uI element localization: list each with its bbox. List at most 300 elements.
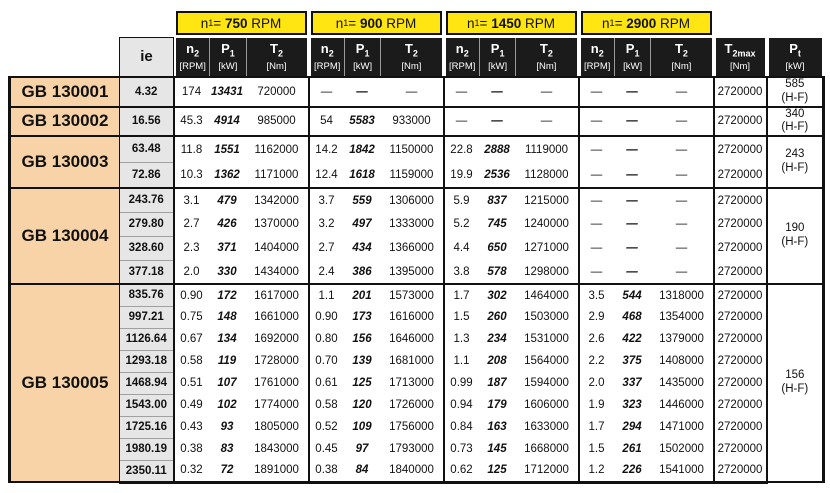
n2-cell: 0.49 (174, 394, 209, 416)
n2-cell: 4.4 (444, 236, 479, 260)
p1-cell: 302 (479, 284, 516, 306)
p1-cell: 172 (209, 284, 246, 306)
t2-cell: 1298000 (516, 260, 579, 284)
t2-cell: 1395000 (381, 260, 444, 284)
t2-cell: 1271000 (516, 236, 579, 260)
t2-cell: 1366000 (381, 236, 444, 260)
p1-cell: 163 (479, 416, 516, 438)
p1-cell: — (614, 212, 651, 236)
t2-cell: 1159000 (381, 162, 444, 188)
p1-cell: 102 (209, 394, 246, 416)
p1-cell: 134 (209, 328, 246, 350)
p1-cell: 125 (479, 460, 516, 482)
p1-cell: 109 (344, 416, 381, 438)
t2-cell: 1594000 (516, 372, 579, 394)
model-cell: GB 130001 (10, 77, 120, 107)
n2-cell: 2.7 (174, 212, 209, 236)
n2-cell: 0.84 (444, 416, 479, 438)
t2-cell: 1840000 (381, 460, 444, 482)
column-header-band-750 (176, 38, 307, 76)
ratio-cell: 279.80 (120, 212, 174, 236)
t2-cell: 1564000 (516, 350, 579, 372)
p1-cell: 83 (209, 438, 246, 460)
table-row (10, 416, 824, 438)
ratio-cell: 16.56 (120, 107, 174, 137)
t2max-cell: 2720000 (714, 284, 767, 306)
t2-cell: 1503000 (516, 306, 579, 328)
p1-cell: — (614, 162, 651, 188)
t2max-cell: 2720000 (714, 260, 767, 284)
p1-cell: 468 (614, 306, 651, 328)
ratio-cell: 1980.19 (120, 438, 174, 460)
t2-cell: 1404000 (246, 236, 309, 260)
t2-cell: 720000 (246, 77, 309, 107)
ie-header: ie (120, 37, 174, 77)
n2-cell: — (579, 236, 614, 260)
p1-cell: — (614, 136, 651, 162)
t2-cell: 1370000 (246, 212, 309, 236)
p1-cell: — (479, 107, 516, 137)
p1-cell: 497 (344, 212, 381, 236)
p1-cell: 544 (614, 284, 651, 306)
n2-cell: 1.9 (579, 394, 614, 416)
table-row (10, 438, 824, 460)
column-header-band-t2max (716, 38, 765, 76)
col-header-t2max: $T_{2max}$ [Nm] (724, 41, 756, 72)
p1-cell: 837 (479, 188, 516, 212)
model-column-blank (10, 37, 120, 77)
n2-cell: 0.67 (174, 328, 209, 350)
n2-cell: 0.58 (174, 350, 209, 372)
column-header-band-pt (769, 38, 822, 76)
n2-cell: 2.6 (579, 328, 614, 350)
n2-cell: — (579, 136, 614, 162)
n2-cell: — (579, 212, 614, 236)
col-header-n2: $n_2$ [RPM] (314, 41, 341, 72)
p1-cell: — (614, 188, 651, 212)
t2-cell: 1843000 (246, 438, 309, 460)
n2-cell: 1.7 (579, 416, 614, 438)
ratio-cell: 328.60 (120, 236, 174, 260)
n2-cell: 0.90 (174, 284, 209, 306)
ratio-cell: 243.76 (120, 188, 174, 212)
pt-cell (767, 77, 824, 107)
n2-cell: 2.4 (309, 260, 344, 284)
pt-value: 340 (785, 107, 805, 120)
t2-cell: 1761000 (246, 372, 309, 394)
n2-cell: 2.0 (174, 260, 209, 284)
n2-cell: 0.38 (174, 438, 209, 460)
t2-cell: 1171000 (246, 162, 309, 188)
pt-cell (767, 136, 824, 188)
p1-cell: 5583 (344, 107, 381, 137)
t2-cell: 985000 (246, 107, 309, 137)
table-row (10, 460, 824, 482)
n2-cell: — (579, 107, 614, 137)
n2-cell: 1.7 (444, 284, 479, 306)
t2-cell: 1713000 (381, 372, 444, 394)
gearbox-spec-table (8, 10, 825, 484)
n2-cell: 0.99 (444, 372, 479, 394)
t2-cell: — (651, 236, 714, 260)
pt-value: 243 (785, 148, 805, 161)
p1-cell: 119 (209, 350, 246, 372)
p1-cell: 1842 (344, 136, 381, 162)
n2-cell: 19.9 (444, 162, 479, 188)
p1-cell: 434 (344, 236, 381, 260)
col-header-t2: $T_2$ [Nm] (246, 38, 307, 76)
p1-cell: — (344, 77, 381, 107)
t2-cell: 1726000 (381, 394, 444, 416)
n2-cell: 0.75 (174, 306, 209, 328)
p1-cell: 208 (479, 350, 516, 372)
p1-cell: 426 (209, 212, 246, 236)
t2-cell: 1240000 (516, 212, 579, 236)
p1-cell: 93 (209, 416, 246, 438)
t2-cell: 1756000 (381, 416, 444, 438)
table-row (10, 236, 824, 260)
t2max-cell: 2720000 (714, 394, 767, 416)
table-row (10, 136, 824, 162)
pt-value: 156 (785, 369, 805, 382)
t2-cell: 1633000 (516, 416, 579, 438)
t2max-cell: 2720000 (714, 136, 767, 162)
ratio-cell: 63.48 (120, 136, 174, 162)
t2-cell: 1162000 (246, 136, 309, 162)
speed-header-750: n 1 = 750 RPM (176, 11, 307, 35)
t2-cell: 1408000 (651, 350, 714, 372)
t2max-cell: 2720000 (714, 306, 767, 328)
col-header-t2: $T_2$ [Nm] (650, 38, 711, 76)
col-header-t2: $T_2$ [Nm] (515, 38, 576, 76)
t2-cell: 1606000 (516, 394, 579, 416)
n2-cell: 2.7 (309, 236, 344, 260)
n2-cell: 0.43 (174, 416, 209, 438)
n2-cell: 22.8 (444, 136, 479, 162)
n2-cell: 0.94 (444, 394, 479, 416)
pt-value: 190 (785, 222, 805, 235)
t2-cell: 1471000 (651, 416, 714, 438)
pt-note: (H-F) (781, 383, 809, 396)
t2-cell: — (651, 77, 714, 107)
table-row (10, 260, 824, 284)
ratio-cell: 4.32 (120, 77, 174, 107)
p1-cell: 179 (479, 394, 516, 416)
p1-cell: 187 (479, 372, 516, 394)
t2-cell: — (381, 77, 444, 107)
table-row (10, 372, 824, 394)
n2-cell: 3.5 (579, 284, 614, 306)
t2max-cell: 2720000 (714, 460, 767, 482)
t2-cell: — (516, 77, 579, 107)
table-row (10, 77, 824, 107)
t2-cell: 1646000 (381, 328, 444, 350)
p1-cell: — (614, 260, 651, 284)
p1-cell: 294 (614, 416, 651, 438)
table-row (10, 394, 824, 416)
n2-cell: 3.8 (444, 260, 479, 284)
t2-cell: — (651, 136, 714, 162)
t2-cell: 1774000 (246, 394, 309, 416)
p1-cell: 337 (614, 372, 651, 394)
n2-cell: 0.58 (309, 394, 344, 416)
header-corner-blank (10, 10, 174, 37)
n2-cell: 0.90 (309, 306, 344, 328)
p1-cell: 2536 (479, 162, 516, 188)
t2max-cell: 2720000 (714, 372, 767, 394)
p1-cell: 422 (614, 328, 651, 350)
n2-cell: 2.2 (579, 350, 614, 372)
t2max-cell: 2720000 (714, 328, 767, 350)
p1-cell: 13431 (209, 77, 246, 107)
t2-cell: 1805000 (246, 416, 309, 438)
pt-value: 585 (785, 78, 805, 90)
t2-cell: 1531000 (516, 328, 579, 350)
t2-cell: 1119000 (516, 136, 579, 162)
ratio-cell: 1725.16 (120, 416, 174, 438)
n2-cell: 3.1 (174, 188, 209, 212)
column-header-band-2900 (581, 38, 712, 76)
n2-cell: 5.9 (444, 188, 479, 212)
col-header-n2: $n_2$ [RPM] (449, 41, 476, 72)
speed-header-2900: n 1 = 2900 RPM (581, 11, 712, 35)
p1-cell: 386 (344, 260, 381, 284)
pt-note: (H-F) (781, 121, 809, 134)
col-header-n2: $n_2$ [RPM] (584, 41, 611, 72)
p1-cell: 330 (209, 260, 246, 284)
t2-cell: — (651, 162, 714, 188)
model-cell: GB 130005 (10, 284, 120, 482)
t2max-cell: 2720000 (714, 162, 767, 188)
p1-cell: 226 (614, 460, 651, 482)
t2max-cell: 2720000 (714, 77, 767, 107)
n2-cell: 0.70 (309, 350, 344, 372)
speed-header-900: n 1 = 900 RPM (311, 11, 442, 35)
pt-cell (767, 107, 824, 137)
p1-cell: — (479, 77, 516, 107)
n2-cell: 12.4 (309, 162, 344, 188)
p1-cell: 1618 (344, 162, 381, 188)
ratio-cell: 1468.94 (120, 372, 174, 394)
n2-cell: 2.3 (174, 236, 209, 260)
model-cell: GB 130004 (10, 188, 120, 284)
t2-cell: 1354000 (651, 306, 714, 328)
t2max-cell: 2720000 (714, 212, 767, 236)
p1-cell: 148 (209, 306, 246, 328)
p1-cell: 2888 (479, 136, 516, 162)
t2-cell: 1712000 (516, 460, 579, 482)
p1-cell: 745 (479, 212, 516, 236)
n2-cell: 45.3 (174, 107, 209, 137)
n2-cell: 3.2 (309, 212, 344, 236)
n2-cell: 2.9 (579, 306, 614, 328)
t2-cell: 1464000 (516, 284, 579, 306)
n2-cell: 0.62 (444, 460, 479, 482)
n2-cell: 1.1 (444, 350, 479, 372)
p1-cell: 578 (479, 260, 516, 284)
t2-cell: 1150000 (381, 136, 444, 162)
col-header-p1: $P_1$ [kW] (209, 38, 245, 76)
p1-cell: 201 (344, 284, 381, 306)
p1-cell: 371 (209, 236, 246, 260)
n2-cell: 14.2 (309, 136, 344, 162)
column-header-band-900 (311, 38, 442, 76)
table-row (10, 328, 824, 350)
n2-cell: 11.8 (174, 136, 209, 162)
n2-cell: 0.52 (309, 416, 344, 438)
pt-note: (H-F) (781, 91, 809, 104)
table-row (10, 306, 824, 328)
n2-cell: 0.45 (309, 438, 344, 460)
ratio-cell: 1543.00 (120, 394, 174, 416)
p1-cell: 234 (479, 328, 516, 350)
model-cell: GB 130003 (10, 136, 120, 188)
p1-cell: — (614, 77, 651, 107)
p1-cell: 107 (209, 372, 246, 394)
t2-cell: 1891000 (246, 460, 309, 482)
p1-cell: 156 (344, 328, 381, 350)
pt-cell (767, 284, 824, 482)
t2-cell: 1342000 (246, 188, 309, 212)
p1-cell: 260 (479, 306, 516, 328)
t2-cell: 933000 (381, 107, 444, 137)
t2max-cell: 2720000 (714, 416, 767, 438)
speed-header-row (10, 10, 824, 37)
t2-cell: 1434000 (246, 260, 309, 284)
n2-cell: 1.1 (309, 284, 344, 306)
t2-cell: 1446000 (651, 394, 714, 416)
t2max-cell: 2720000 (714, 188, 767, 212)
model-cell: GB 130002 (10, 107, 120, 137)
t2-cell: 1668000 (516, 438, 579, 460)
p1-cell: 125 (344, 372, 381, 394)
table-row (10, 162, 824, 188)
ratio-cell: 2350.11 (120, 460, 174, 482)
t2-cell: 1379000 (651, 328, 714, 350)
col-header-pt: $P_t$ [kW] (785, 41, 805, 72)
n2-cell: 10.3 (174, 162, 209, 188)
p1-cell: 139 (344, 350, 381, 372)
pt-cell (767, 188, 824, 284)
n2-cell: 1.5 (444, 306, 479, 328)
t2-cell: 1573000 (381, 284, 444, 306)
n2-cell: 0.51 (174, 372, 209, 394)
col-header-n2: $n_2$ [RPM] (179, 41, 206, 72)
t2-cell: 1318000 (651, 284, 714, 306)
t2-cell: 1728000 (246, 350, 309, 372)
n2-cell: 0.61 (309, 372, 344, 394)
p1-cell: 650 (479, 236, 516, 260)
n2-cell: — (579, 162, 614, 188)
p1-cell: — (614, 107, 651, 137)
t2-cell: — (651, 212, 714, 236)
n2-cell: — (444, 77, 479, 107)
t2-cell: 1616000 (381, 306, 444, 328)
n2-cell: — (579, 188, 614, 212)
t2-cell: 1692000 (246, 328, 309, 350)
ratio-cell: 377.18 (120, 260, 174, 284)
col-header-t2: $T_2$ [Nm] (380, 38, 441, 76)
p1-cell: 323 (614, 394, 651, 416)
t2-cell: — (651, 260, 714, 284)
table-row (10, 107, 824, 137)
pt-note: (H-F) (781, 236, 809, 249)
t2-cell: 1502000 (651, 438, 714, 460)
ratio-cell: 1126.64 (120, 328, 174, 350)
n2-cell: 174 (174, 77, 209, 107)
t2-cell: 1333000 (381, 212, 444, 236)
n2-cell: — (579, 260, 614, 284)
p1-cell: — (614, 236, 651, 260)
t2max-cell: 2720000 (714, 350, 767, 372)
t2-cell: — (651, 188, 714, 212)
table-row (10, 188, 824, 212)
ratio-cell: 835.76 (120, 284, 174, 306)
p1-cell: 559 (344, 188, 381, 212)
p1-cell: 120 (344, 394, 381, 416)
t2-cell: 1306000 (381, 188, 444, 212)
p1-cell: 4914 (209, 107, 246, 137)
n2-cell: 0.73 (444, 438, 479, 460)
t2-cell: — (651, 107, 714, 137)
col-header-p1: $P_1$ [kW] (614, 38, 650, 76)
p1-cell: 261 (614, 438, 651, 460)
p1-cell: 479 (209, 188, 246, 212)
n2-cell: 3.7 (309, 188, 344, 212)
n2-cell: — (444, 107, 479, 137)
n2-cell: 0.32 (174, 460, 209, 482)
column-header-row (10, 37, 824, 77)
p1-cell: 97 (344, 438, 381, 460)
p1-cell: 1362 (209, 162, 246, 188)
t2max-cell: 2720000 (714, 236, 767, 260)
p1-cell: 375 (614, 350, 651, 372)
table-row (10, 284, 824, 306)
t2-cell: 1435000 (651, 372, 714, 394)
p1-cell: 84 (344, 460, 381, 482)
n2-cell: — (579, 77, 614, 107)
p1-cell: 1551 (209, 136, 246, 162)
pt-note: (H-F) (781, 162, 809, 175)
t2max-cell: 2720000 (714, 438, 767, 460)
table-row (10, 350, 824, 372)
n2-cell: 5.2 (444, 212, 479, 236)
column-header-band-1450 (446, 38, 577, 76)
t2-cell: 1617000 (246, 284, 309, 306)
n2-cell: 2.0 (579, 372, 614, 394)
t2max-cell: 2720000 (714, 107, 767, 137)
t2-cell: 1128000 (516, 162, 579, 188)
col-header-p1: $P_1$ [kW] (344, 38, 380, 76)
p1-cell: 145 (479, 438, 516, 460)
p1-cell: 72 (209, 460, 246, 482)
n2-cell: 0.38 (309, 460, 344, 482)
t2-cell: 1793000 (381, 438, 444, 460)
t2-cell: 1681000 (381, 350, 444, 372)
n2-cell: 1.2 (579, 460, 614, 482)
speed-header-1450: n 1 = 1450 RPM (446, 11, 577, 35)
header-right-blank (714, 10, 824, 37)
t2-cell: 1661000 (246, 306, 309, 328)
n2-cell: 1.5 (579, 438, 614, 460)
p1-cell: 173 (344, 306, 381, 328)
n2-cell: 1.3 (444, 328, 479, 350)
ratio-cell: 1293.18 (120, 350, 174, 372)
n2-cell: — (309, 77, 344, 107)
ratio-cell: 997.21 (120, 306, 174, 328)
n2-cell: 54 (309, 107, 344, 137)
t2-cell: 1541000 (651, 460, 714, 482)
